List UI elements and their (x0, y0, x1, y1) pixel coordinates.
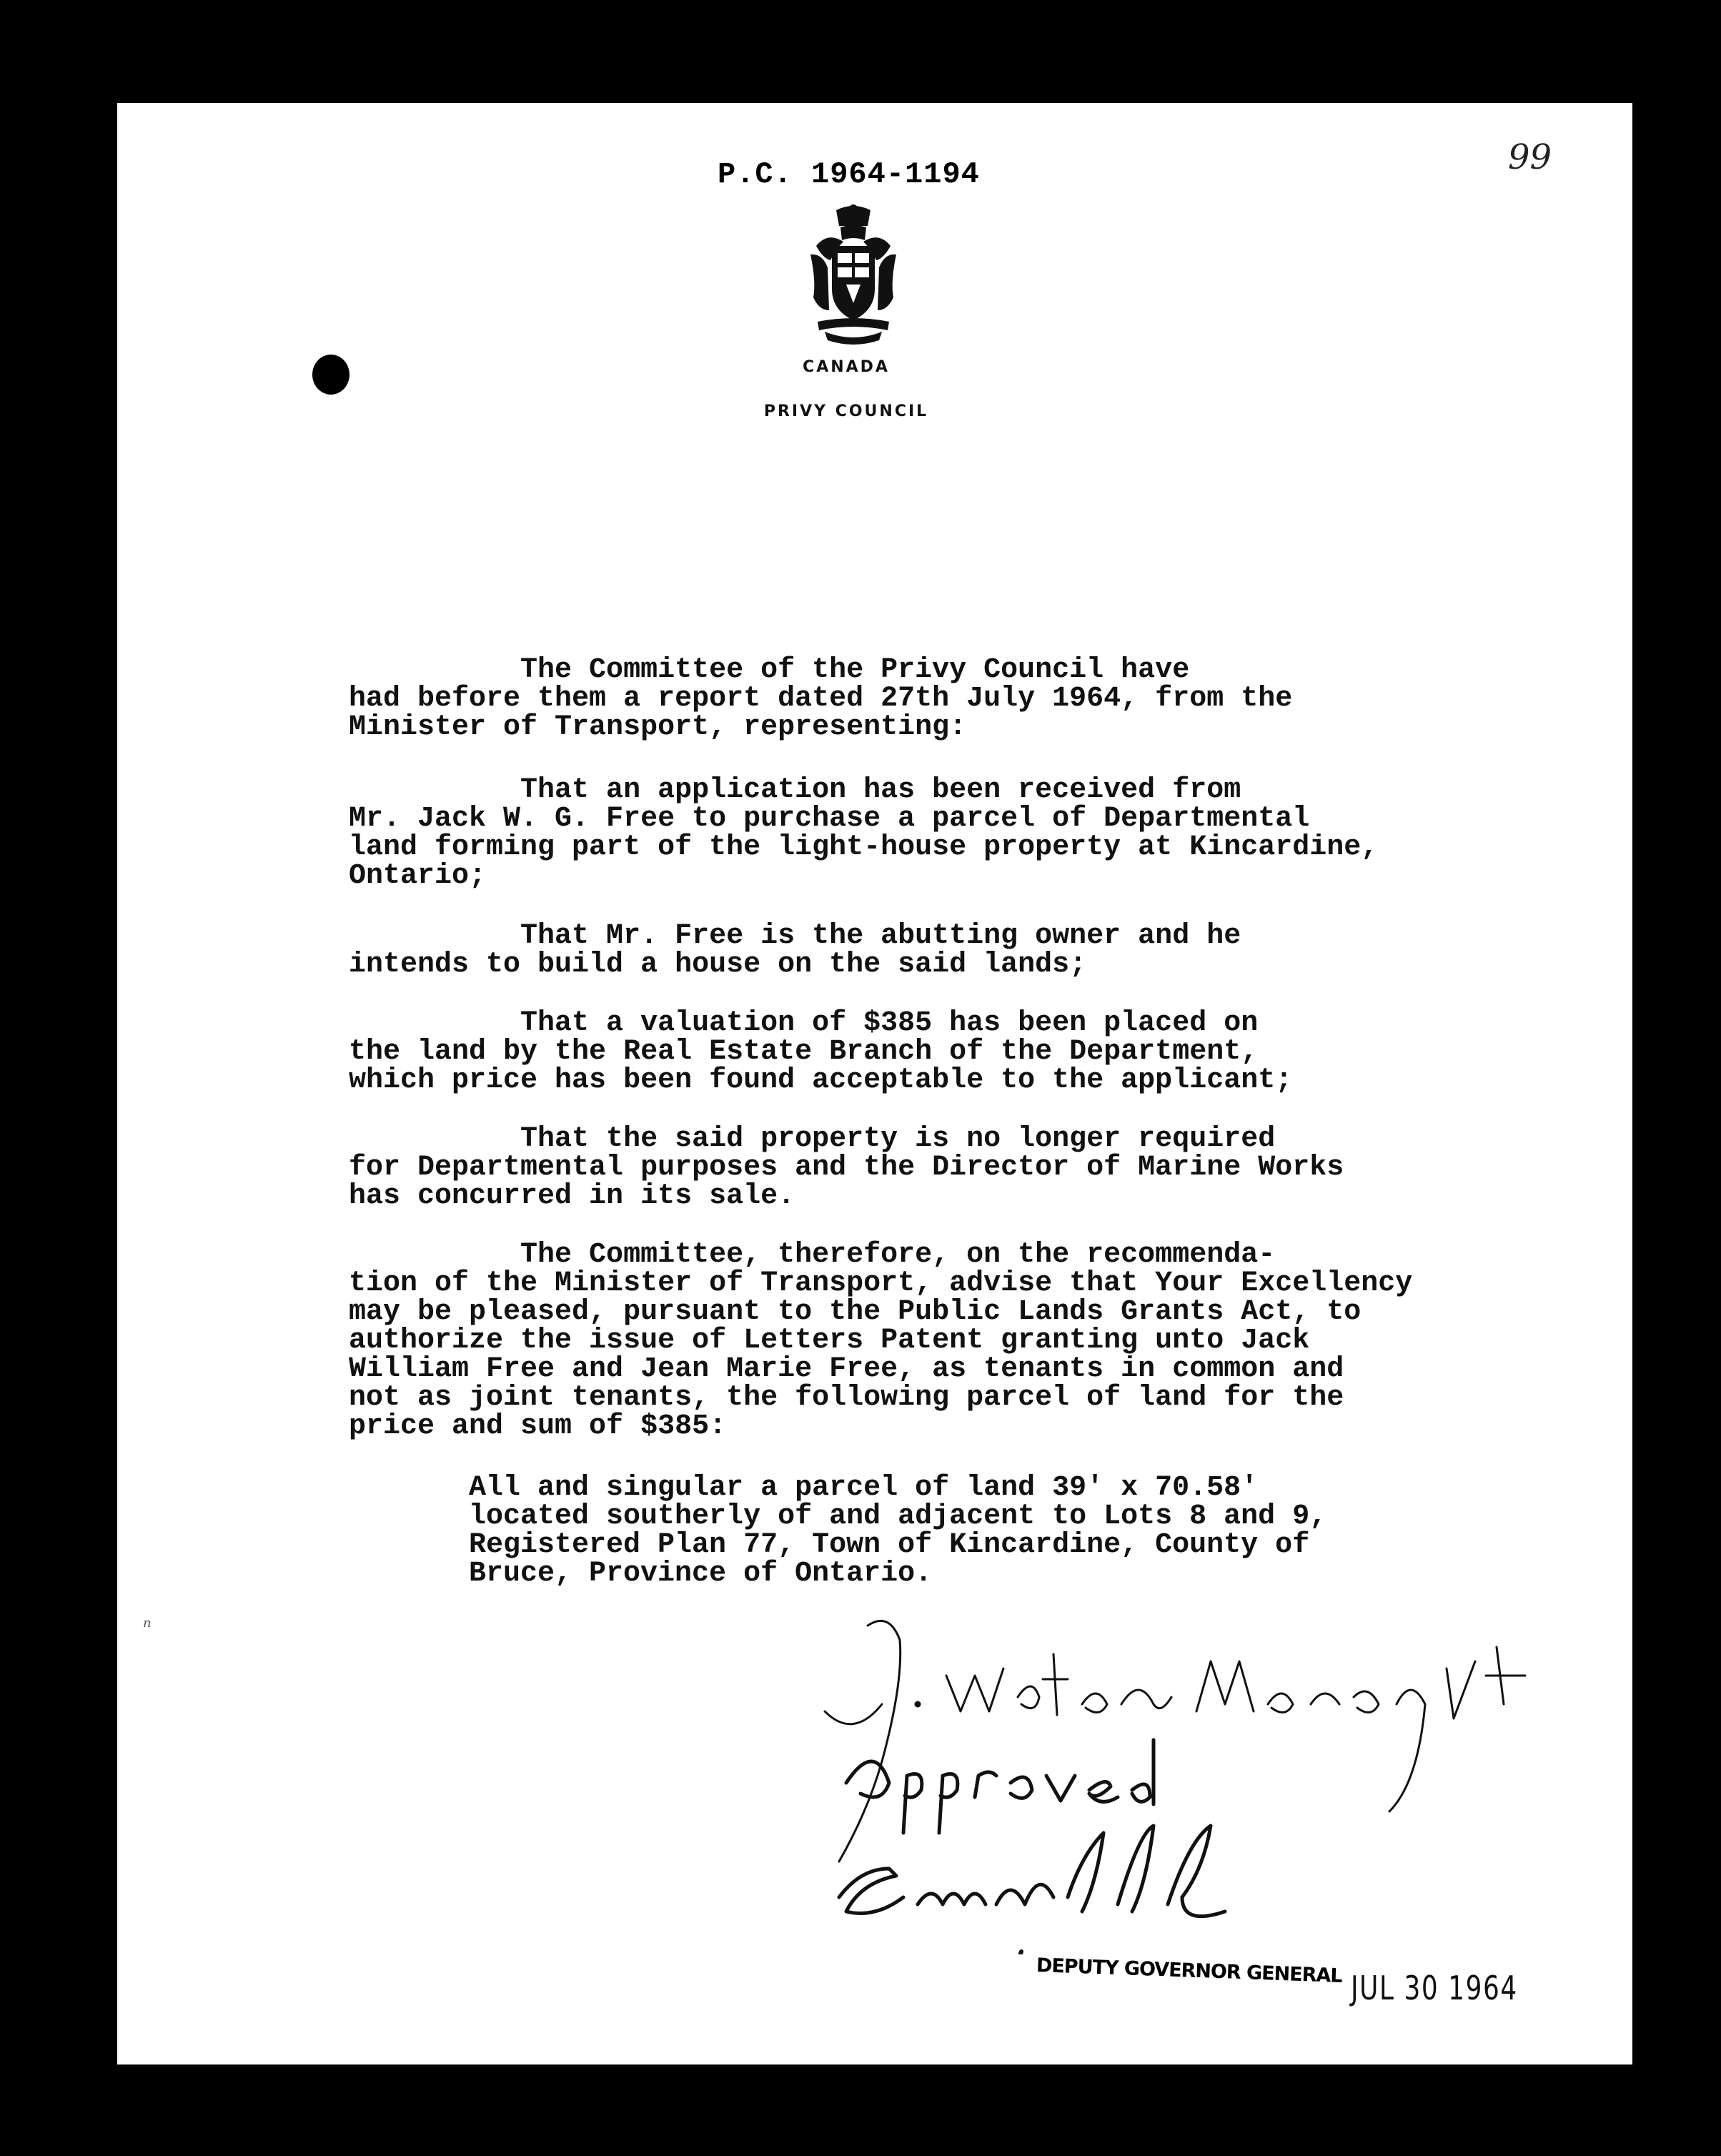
margin-mark: n (143, 1616, 152, 1631)
signatory-title: DEPUTY GOVERNOR GENERAL (1036, 1954, 1343, 1987)
document-page (117, 103, 1632, 2064)
signature-deputy-governor (839, 1826, 1225, 1917)
body-line: Ontario; (349, 860, 487, 892)
body-line: Registered Plan 77, Town of Kincardine, County of (469, 1529, 1310, 1561)
date-stamp: JUL 30 1964 (1351, 1969, 1518, 2007)
body-line: Bruce, Province of Ontario. (469, 1558, 933, 1590)
body-line: That Mr. Free is the abutting owner and he (349, 920, 1241, 952)
body-line: All and singular a parcel of land 39' x 70.58' (469, 1472, 1259, 1504)
page-number: 99 (1508, 137, 1552, 177)
country-label: CANADA (803, 358, 890, 376)
body-line: which price has been found acceptable to the applicant; (349, 1064, 1293, 1097)
coat-of-arms-icon (803, 203, 903, 346)
body-line: had before them a report dated 27th July 1964, from the (349, 683, 1293, 715)
body-line: price and sum of $385: (349, 1410, 727, 1443)
approved-handwriting (846, 1740, 1154, 1833)
punch-hole (312, 355, 349, 395)
body-line: has concurred in its sale. (349, 1180, 795, 1212)
body-line: The Committee, therefore, on the recommenda- (349, 1239, 1276, 1271)
body-line: tion of the Minister of Transport, advise that Your Excellency (349, 1267, 1413, 1300)
office-label: PRIVY COUNCIL (763, 402, 929, 420)
body-line: authorize the issue of Letters Patent granting unto Jack (349, 1325, 1310, 1357)
body-line: William Free and Jean Marie Free, as tenants in common and (349, 1353, 1344, 1385)
body-line: for Departmental purposes and the Director of Marine Works (349, 1152, 1344, 1184)
body-line: That a valuation of $385 has been placed on (349, 1007, 1259, 1039)
body-line: That an application has been received from (349, 774, 1241, 806)
body-line: may be pleased, pursuant to the Public Lands Grants Act, to (349, 1296, 1362, 1328)
body-line: The Committee of the Privy Council have (349, 654, 1190, 686)
signature-lieutenant-governor (825, 1621, 1525, 1861)
body-line: not as joint tenants, the following parcel of land for the (349, 1382, 1344, 1414)
body-line: That the said property is no longer required (349, 1123, 1276, 1155)
order-number: P.C. 1964-1194 (718, 157, 980, 192)
body-line: the land by the Real Estate Branch of the Department, (349, 1036, 1259, 1068)
body-line: Minister of Transport, representing: (349, 711, 967, 743)
handwritten-signatures (782, 1597, 1632, 1954)
body-line: located southerly of and adjacent to Lots 8 and 9, (469, 1500, 1327, 1533)
body-line: intends to build a house on the said lands; (349, 949, 1087, 981)
body-line: land forming part of the light-house property at Kincardine, (349, 831, 1379, 864)
body-line: Mr. Jack W. G. Free to purchase a parcel of Departmental (349, 803, 1310, 835)
